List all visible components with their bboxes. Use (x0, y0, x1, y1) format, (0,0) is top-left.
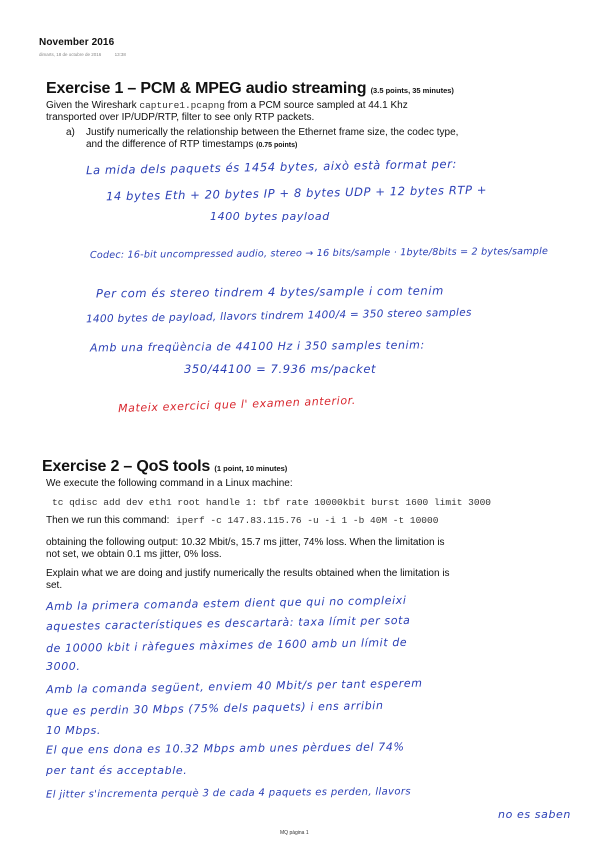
exercise2-points: (1 point, 10 minutes) (214, 464, 288, 473)
handwritten-line: Amb una freqüència de 44100 Hz i 350 samples tenim: (89, 338, 425, 355)
handwritten-line: Per com és stereo tindrem 4 bytes/sample i com tenim (95, 283, 444, 301)
handwritten-line: que es perdin 30 Mbps (75% dels paquets) i ens arribin (45, 699, 384, 718)
exercise1-points: (3.5 points, 35 minutes) (370, 86, 454, 95)
exercise2-title-text: Exercise 2 – QoS tools (42, 458, 211, 475)
handwritten-line: 3000. (46, 660, 81, 673)
exercise1-intro-pre: Given the Wireshark (46, 100, 140, 111)
handwritten-line: El jitter s'incrementa perquè 3 de cada 4 paquets es perden, llavors (45, 786, 411, 801)
handwritten-line: 1400 bytes de payload, llavors tindrem 1400/4 = 350 stereo samples (85, 306, 472, 326)
question-a-text-2-main: and the difference of RTP timestamps (86, 139, 254, 150)
handwritten-line: aquestes característiques es descartarà: taxa límit per sota (45, 613, 411, 634)
exercise2-line1: We execute the following command in a Linux machine: (46, 478, 293, 489)
handwritten-line: La mida dels paquets és 1454 bytes, això està format per: (85, 156, 458, 178)
exercise2-title (42, 458, 287, 476)
handwritten-line: 10 Mbps. (46, 724, 101, 737)
handwritten-line: per tant és acceptable. (46, 764, 188, 777)
handwritten-line: Amb la comanda següent, enviem 40 Mbit/s per tant esperem (45, 676, 423, 697)
handwritten-note-red: Mateix exercici que l' examen anterior. (117, 393, 357, 416)
tc-command: tc qdisc add dev eth1 root handle 1: tbf rate 10000kbit burst 1600 limit 3000 (52, 497, 491, 508)
handwritten-line: Amb la primera comanda estem dient que qui no compleixi (45, 593, 407, 614)
exercise1-intro-line2: transported over IP/UDP/RTP, filter to see only RTP packets. (46, 112, 315, 123)
question-a-text-1: Justify numerically the relationship between the Ethernet frame size, the codec type, (86, 127, 459, 138)
handwritten-line: 1400 bytes payload (210, 210, 330, 223)
exercise2-output-2: not set, we obtain 0.1 ms jitter, 0% loss. (46, 549, 222, 560)
exercise2-explain-2: set. (46, 580, 63, 591)
page-meta-date: dimarts, 18 de octubre de 2016 (39, 52, 102, 57)
exercise2-line2-text: Then we run this command: (46, 515, 170, 526)
question-a-points: (0.75 points) (256, 142, 298, 149)
exercise2-line2 (46, 515, 438, 527)
page-date-title: November 2016 (39, 37, 115, 48)
exercise1-title-text: Exercise 1 – PCM & MPEG audio streaming (46, 80, 367, 97)
handwritten-line: El que ens dona es 10.32 Mbps amb unes pèrdues del 74% (45, 740, 405, 757)
question-a-text-2 (86, 139, 297, 152)
page-meta (39, 52, 138, 57)
page-footer: MQ pàgina 1 (280, 830, 309, 836)
exercise2-output-1: obtaining the following output: 10.32 Mbit/s, 15.7 ms jitter, 74% loss. When the limitation is (46, 537, 445, 548)
handwritten-line: no es saben (498, 808, 571, 821)
exercise1-filename: capture1.pcapng (139, 100, 225, 111)
handwritten-line: 14 bytes Eth + 20 bytes IP + 8 bytes UDP + 12 bytes RTP + (105, 182, 488, 204)
iperf-command: iperf -c 147.83.115.76 -u -i 1 -b 40M -t 10000 (176, 515, 439, 526)
exercise2-explain-1: Explain what we are doing and justify numerically the results obtained when the limitation is (46, 568, 450, 579)
question-a-label: a) (66, 127, 75, 138)
exercise1-intro-post: from a PCM source sampled at 44.1 Khz (224, 100, 408, 111)
handwritten-line: 350/44100 = 7.936 ms/packet (184, 362, 377, 376)
page-meta-time: 13:38 (114, 52, 126, 57)
exercise1-intro (46, 100, 408, 112)
handwritten-line: Codec: 16-bit uncompressed audio, stereo → 16 bits/sample · 1byte/8bits = 2 bytes/sample (89, 246, 549, 261)
handwritten-line: de 10000 kbit i ràfegues màximes de 1600 amb un límit de (45, 635, 408, 656)
exercise1-title (46, 80, 454, 98)
